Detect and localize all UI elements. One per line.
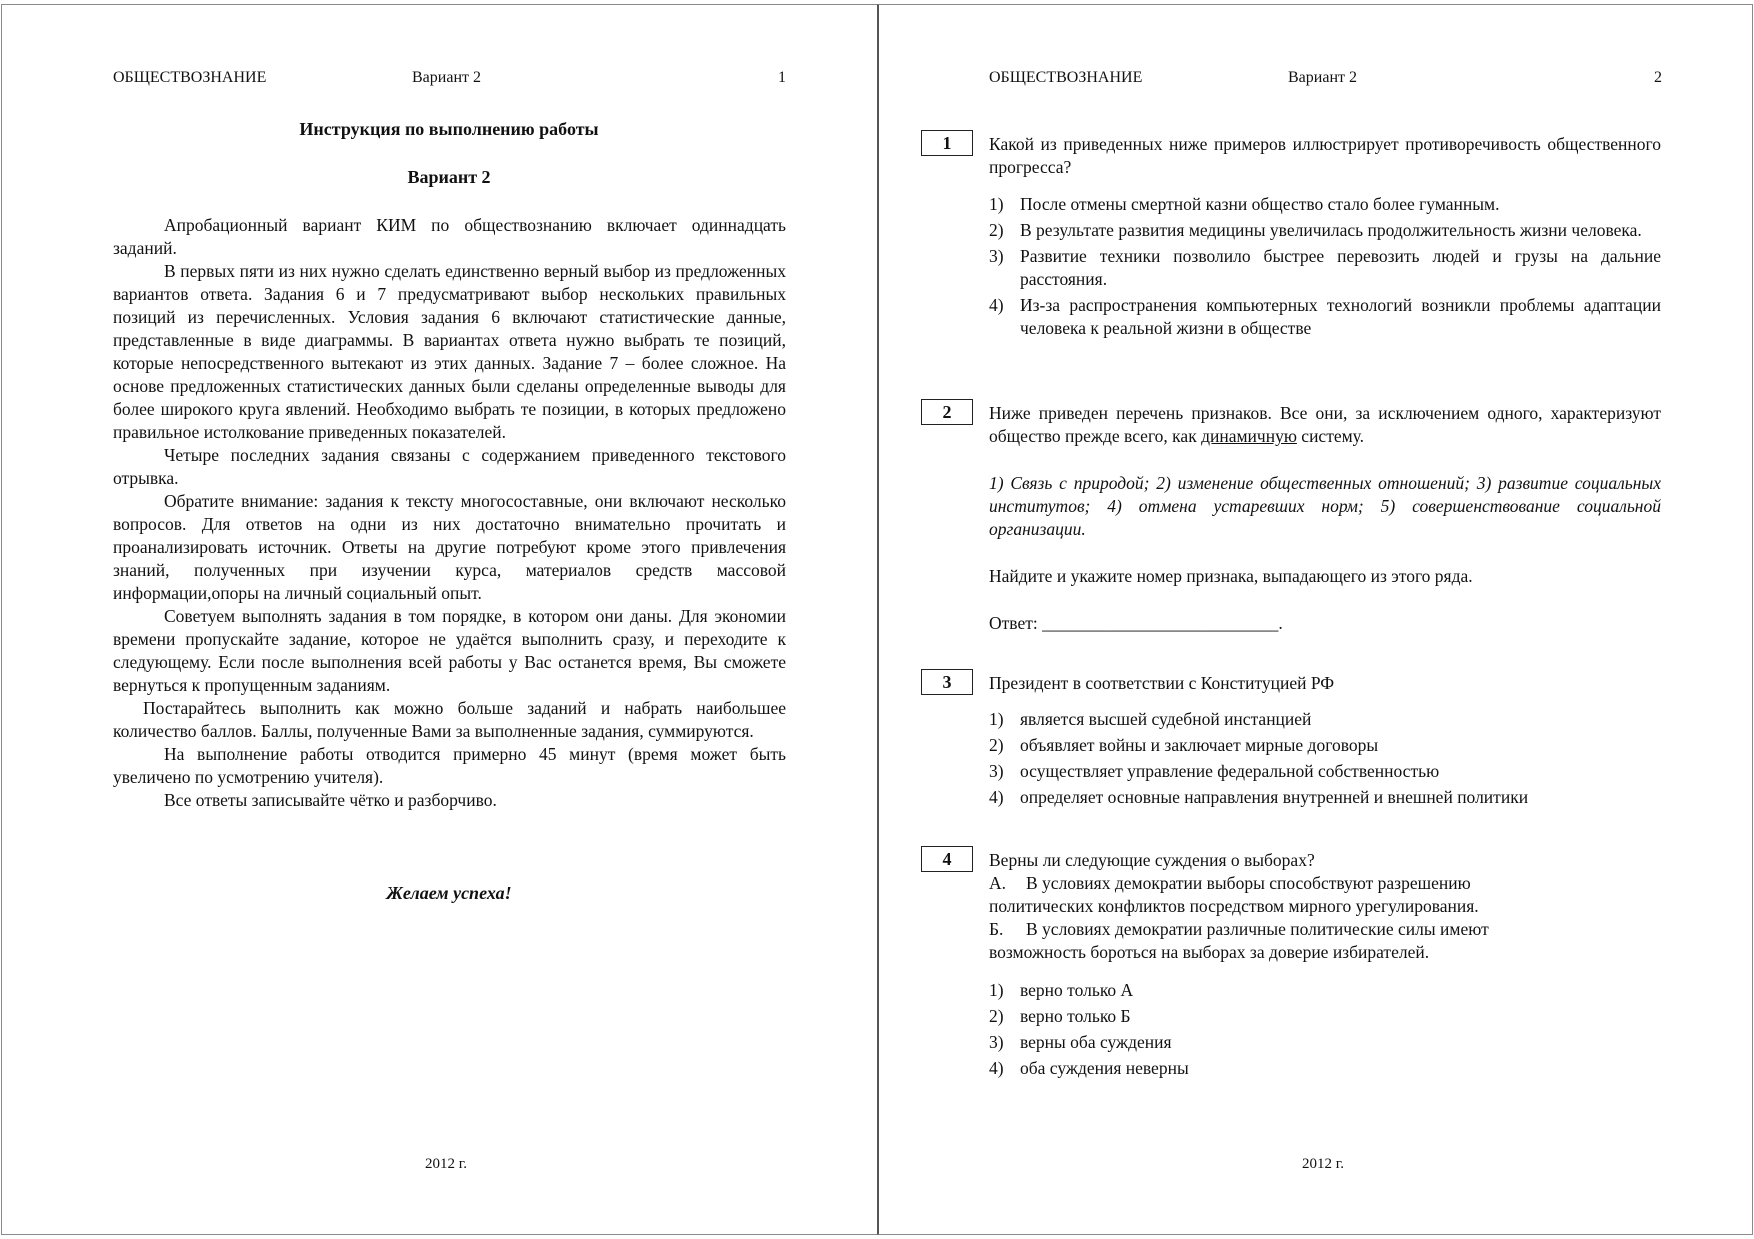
question-2-text: [989, 402, 1661, 448]
instruction-paragraph: На выполнение работы отводится примерно 45 минут (время может быть увеличено по усмотрению учителя).: [113, 744, 786, 787]
instruction-body: [113, 214, 786, 812]
statement-a-text: В условиях демократии выборы способствуют разрешению политических конфликтов посредством мирного урегулирования.: [989, 873, 1479, 916]
instruction-variant: Вариант 2: [407, 167, 491, 187]
statement-a-label: А.: [989, 873, 1007, 893]
option-number: 2): [989, 220, 1004, 240]
option-text: В результате развития медицины увеличилась продолжительность жизни человека.: [1020, 220, 1642, 240]
option-number: 2): [989, 1006, 1004, 1026]
question-4-statement-a: [989, 872, 1569, 918]
question-2-text-before: Ниже приведен перечень признаков. Все они, за исключением одного, характеризуют общество прежде всего, как: [989, 403, 1661, 446]
option-number: 4): [989, 1058, 1004, 1078]
question-1-text: Какой из приведенных ниже примеров иллюстрирует противоречивость общественного прогресса?: [989, 134, 1661, 177]
option-number: 4): [989, 787, 1004, 807]
page-1-header-subject: ОБЩЕСТВОЗНАНИЕ: [113, 69, 267, 86]
option-text: оба суждения неверны: [1020, 1058, 1189, 1078]
question-4-options: [989, 979, 1661, 1083]
option-text: осуществляет управление федеральной собственностью: [1020, 761, 1440, 781]
page-2-footer: 2012 г.: [1302, 1156, 1344, 1172]
question-2-feature-list: 1) Связь с природой; 2) изменение общественных отношений; 3) развитие социальных институтов; 4) отмена устаревших норм; 5) совершенствование социальной организации.: [989, 473, 1661, 539]
question-4-text: Верны ли следующие суждения о выборах?: [989, 850, 1315, 870]
question-4-statement-b: [989, 918, 1569, 964]
question-3-options: [989, 708, 1661, 812]
question-3-text: Президент в соответствии с Конституцией РФ: [989, 673, 1335, 693]
option-number: 3): [989, 1032, 1004, 1052]
page-2-header-page-number: 2: [1654, 69, 1662, 86]
list-item: [989, 193, 1661, 216]
question-2-text-after: систему.: [1301, 426, 1365, 446]
page-1-footer: 2012 г.: [425, 1156, 467, 1172]
option-number: 4): [989, 295, 1004, 315]
question-3-number-box: 3: [921, 669, 973, 695]
instruction-paragraph: Все ответы записывайте чётко и разборчиво.: [164, 790, 497, 810]
option-text: является высшей судебной инстанцией: [1020, 709, 1312, 729]
question-2-task: Найдите и укажите номер признака, выпадающего из этого ряда.: [989, 566, 1473, 586]
question-4-number-box: 4: [921, 846, 973, 872]
option-text: Из-за распространения компьютерных технологий возникли проблемы адаптации человека к реальной жизни в обществе: [1020, 295, 1661, 338]
instruction-paragraph: Апробационный вариант КИМ по обществознанию включает одиннадцать заданий.: [113, 215, 786, 258]
page-1-header-page-number: 1: [778, 69, 786, 86]
instruction-paragraph: В первых пяти из них нужно сделать единственно верный выбор из предложенных вариантов ответа. Задания 6 и 7 предусматривают выбор нескольких правильных позиций из перечисленных. Условия задания 6 включают статистические данные, представленные в виде диаграммы. В вариантах ответа нужно выбрать те позиций, которые непосредственного вытекают из этих данных. Задание 7 – более сложное. На основе предложенных статистических данных были сделаны определенные выводы для более широкого круга явлений. Необходимо выбрать те позиции, в которых предложено правильное истолкование приведенных показателей.: [113, 261, 786, 442]
instruction-paragraph: Обратите внимание: задания к тексту многосоставные, они включают несколько вопросов. Для ответов на одни из них достаточно внимательно прочитать и проанализировать источник. Ответы на другие потребуют кроме этого привлечения знаний, полученных при изучении курса, материалов средств массовой информации,опоры на личный социальный опыт.: [113, 491, 786, 603]
page-2-header-subject: ОБЩЕСТВОЗНАНИЕ: [989, 69, 1143, 86]
statement-b-label: Б.: [989, 919, 1004, 939]
list-item: [989, 979, 1661, 1002]
question-2-number-box: 2: [921, 399, 973, 425]
question-2-answer: [989, 612, 1661, 635]
option-number: 2): [989, 735, 1004, 755]
option-number: 3): [989, 246, 1004, 266]
option-text: объявляет войны и заключает мирные договоры: [1020, 735, 1379, 755]
statement-b-text: В условиях демократии различные политические силы имеют возможность бороться на выборах за доверие избирателей.: [989, 919, 1489, 962]
list-item: [989, 708, 1661, 731]
list-item: [989, 245, 1661, 291]
instruction-paragraph: Советуем выполнять задания в том порядке, в котором они даны. Для экономии времени пропускайте задание, которое не удаётся выполнить сразу, и переходите к следующему. Если после выполнения всей работы у Вас останется время, Вы сможете вернуться к пропущенным заданиям.: [113, 606, 786, 695]
option-number: 1): [989, 194, 1004, 214]
page-1-header-variant: Вариант 2: [412, 69, 481, 86]
answer-field[interactable]: ___________________________.: [1042, 613, 1283, 633]
list-item: [989, 786, 1661, 809]
list-item: [989, 1031, 1661, 1054]
list-item: [989, 219, 1661, 242]
list-item: [989, 1057, 1661, 1080]
question-1-number-box: 1: [921, 130, 973, 156]
option-text: верно только А: [1020, 980, 1134, 1000]
page-2-header-variant: Вариант 2: [1288, 69, 1357, 86]
list-item: [989, 760, 1661, 783]
question-1-options: [989, 193, 1661, 343]
option-text: верно только Б: [1020, 1006, 1131, 1026]
option-text: Развитие техники позволило быстрее перевозить людей и грузы на дальние расстояния.: [1020, 246, 1661, 289]
option-number: 3): [989, 761, 1004, 781]
closing-wish: Желаем успеха!: [386, 883, 512, 903]
answer-label: Ответ:: [989, 613, 1038, 633]
option-text: определяет основные направления внутренней и внешней политики: [1020, 787, 1529, 807]
question-2-text-underlined: динамичную: [1201, 426, 1297, 446]
option-text: верны оба суждения: [1020, 1032, 1172, 1052]
option-text: После отмены смертной казни общество стало более гуманным.: [1020, 194, 1500, 214]
question-4-text-block: [989, 849, 1661, 964]
option-number: 1): [989, 980, 1004, 1000]
option-number: 1): [989, 709, 1004, 729]
list-item: [989, 1005, 1661, 1028]
list-item: [989, 294, 1661, 340]
instruction-paragraph: Четыре последних задания связаны с содержанием приведенного текстового отрывка.: [113, 445, 786, 488]
instruction-paragraph: Постарайтесь выполнить как можно больше заданий и набрать наибольшее количество баллов. Баллы, полученные Вами за выполненные задания, суммируются.: [113, 698, 786, 741]
list-item: [989, 734, 1661, 757]
instruction-title: Инструкция по выполнению работы: [299, 119, 599, 139]
